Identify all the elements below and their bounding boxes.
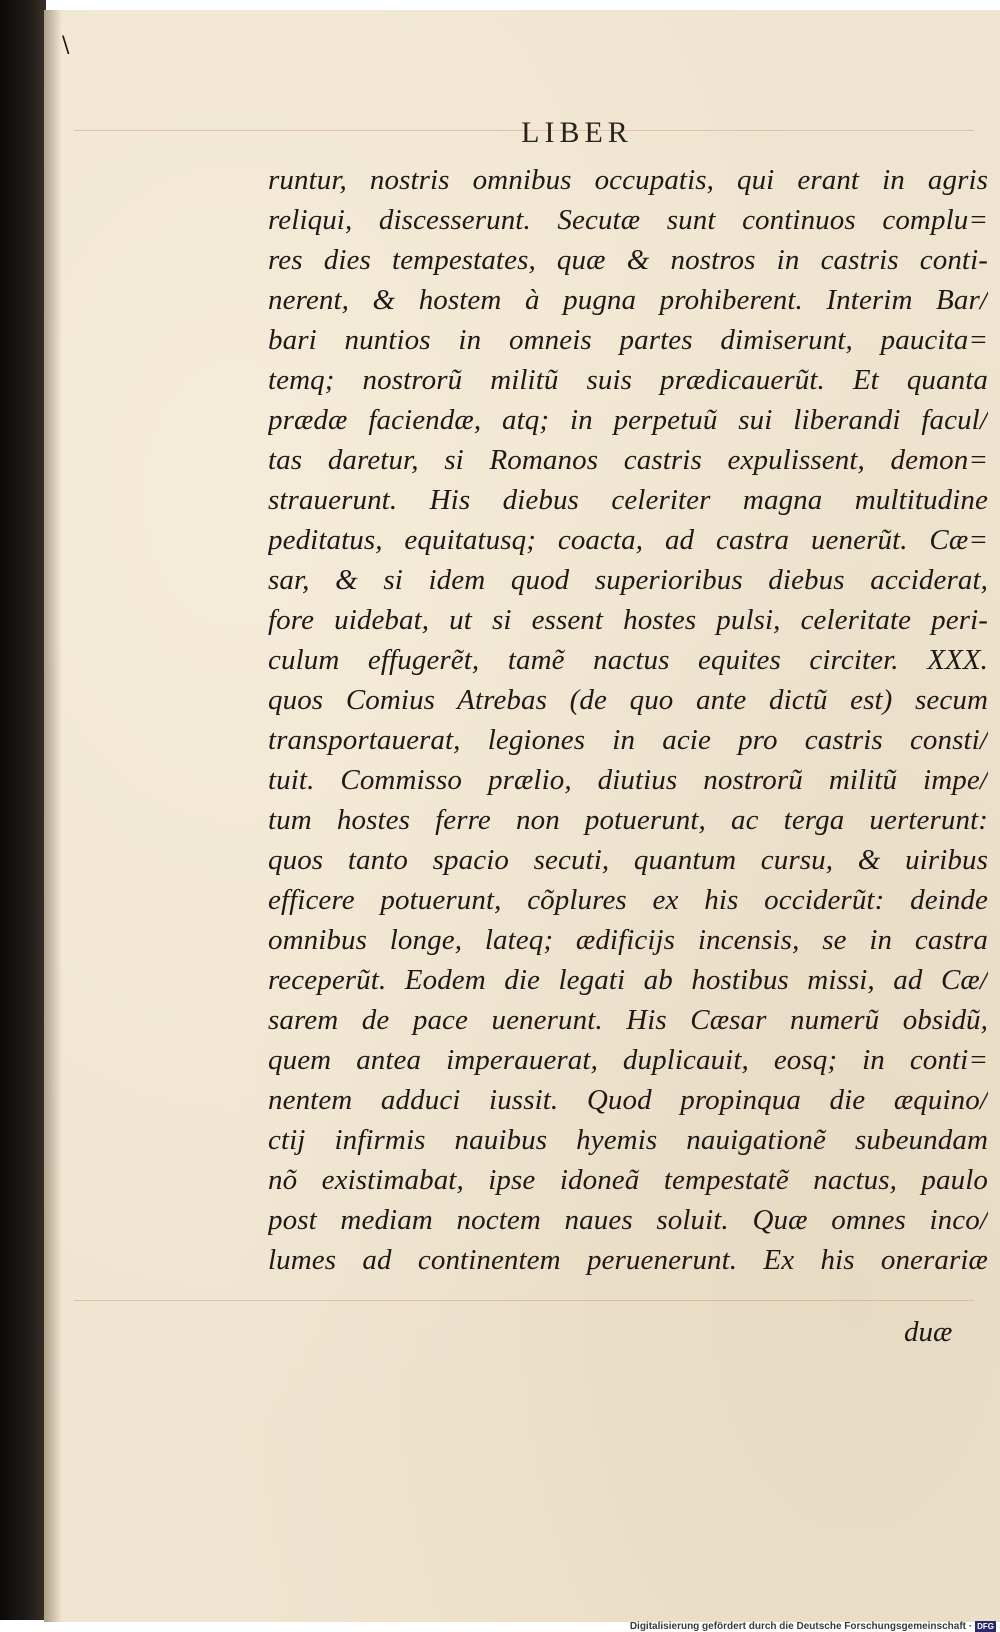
text-line: sar, & si idem quod superioribus diebus acciderat, xyxy=(268,564,988,596)
dfg-logo: DFG xyxy=(977,1621,994,1631)
text-line: culum effugerẽt, tamẽ nactus equites circiter. XXX. xyxy=(268,644,988,676)
text-line: runtur, nostris omnibus occupatis, qui erant in agris xyxy=(268,164,988,196)
text-line: lumes ad continentem peruenerunt. Ex his onerariæ xyxy=(268,1244,988,1276)
text-line: transportauerat, legiones in acie pro castris consti/ xyxy=(268,724,988,756)
text-line: sarem de pace uenerunt. His Cæsar numerũ obsidũ, xyxy=(268,1004,988,1036)
body-text xyxy=(268,160,988,1280)
text-line: reliqui, discesserunt. Secutæ sunt continuos complu= xyxy=(268,204,988,236)
text-line: receperũt. Eodem die legati ab hostibus missi, ad Cæ/ xyxy=(268,964,988,996)
text-line: tuit. Commisso prælio, diutius nostrorũ militũ impe/ xyxy=(268,764,988,796)
book-page xyxy=(44,10,1000,1622)
text-line: nerent, & hostem à pugna prohiberent. Interim Bar/ xyxy=(268,284,988,316)
text-line: quos Comius Atrebas (de quo ante dictũ est) secum xyxy=(268,684,988,716)
ruled-line xyxy=(74,1300,974,1301)
digitization-credit xyxy=(630,1620,996,1632)
corner-ink-mark: \ xyxy=(62,33,70,58)
text-line: res dies tempestates, quæ & nostros in castris conti- xyxy=(268,244,988,276)
running-head: LIBER xyxy=(521,116,633,149)
text-line: omnibus longe, lateq; ædificijs incensis, se in castra xyxy=(268,924,988,956)
text-line: peditatus, equitatusq; coacta, ad castra uenerũt. Cæ= xyxy=(268,524,988,556)
text-line: prædæ faciendæ, atq; in perpetuũ sui liberandi facul/ xyxy=(268,404,988,436)
text-line: ctij infirmis nauibus hyemis nauigationẽ subeundam xyxy=(268,1124,988,1156)
text-line: quem antea imperauerat, duplicauit, eosq; in conti= xyxy=(268,1044,988,1076)
text-line: efficere potuerunt, cõplures ex his occiderũt: deinde xyxy=(268,884,988,916)
text-line: strauerunt. His diebus celeriter magna multitudine xyxy=(268,484,988,516)
text-line: fore uidebat, ut si essent hostes pulsi, celeritate peri- xyxy=(268,604,988,636)
text-line: temq; nostrorũ militũ suis prædicauerũt. Et quanta xyxy=(268,364,988,396)
text-line: nentem adduci iussit. Quod propinqua die æquino/ xyxy=(268,1084,988,1116)
text-line: tum hostes ferre non potuerunt, ac terga uerterunt: xyxy=(268,804,988,836)
text-line: post mediam noctem naues soluit. Quæ omnes inco/ xyxy=(268,1204,988,1236)
catchword: duæ xyxy=(904,1316,953,1348)
text-line: nõ existimabat, ipse idoneã tempestatẽ nactus, paulo xyxy=(268,1164,988,1196)
credit-text: Digitalisierung gefördert durch die Deutsche Forschungsgemeinschaft · xyxy=(629,1620,973,1632)
text-line: tas daretur, si Romanos castris expulissent, demon= xyxy=(268,444,988,476)
text-line: bari nuntios in omneis partes dimiserunt, paucita= xyxy=(268,324,988,356)
text-line: quos tanto spacio secuti, quantum cursu, & uiribus xyxy=(268,844,988,876)
book-binding-edge xyxy=(0,0,46,1620)
gutter-shadow xyxy=(44,10,62,1622)
